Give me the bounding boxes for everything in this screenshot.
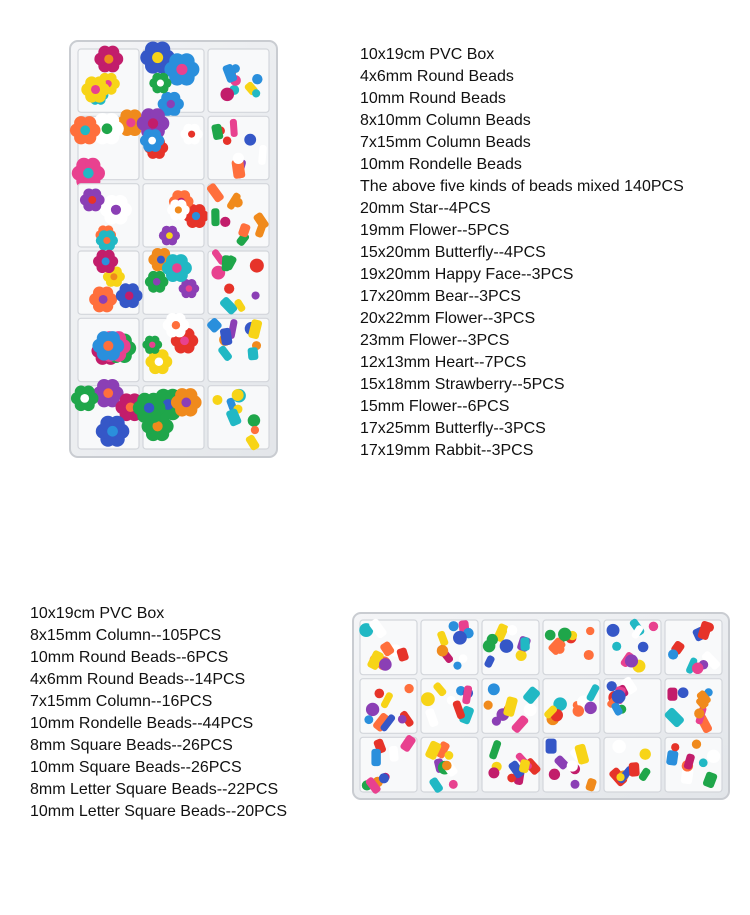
spec-item: 10mm Letter Square Beads--20PCS	[30, 803, 288, 820]
spec-item: 15x18mm Strawberry--5PCS	[360, 376, 565, 393]
spec-item: 8mm Letter Square Beads--22PCS	[30, 781, 279, 798]
kit-two-spec-list	[30, 603, 287, 823]
spec-item: 10x19cm PVC Box	[360, 46, 495, 63]
spec-item: 20mm Star--4PCS	[360, 200, 491, 217]
spec-item: 17x25mm Butterfly--3PCS	[360, 420, 546, 437]
spec-item: 10mm Rondelle Beads	[360, 156, 522, 173]
spec-item: 8x15mm Column--105PCS	[30, 627, 222, 644]
spec-item: 15mm Flower--6PCS	[360, 398, 510, 415]
spec-item: 15x20mm Butterfly--4PCS	[360, 244, 546, 261]
spec-item: 7x15mm Column--16PCS	[30, 693, 213, 710]
spec-item: 10mm Round Beads	[360, 90, 506, 107]
spec-item: 8mm Square Beads--26PCS	[30, 737, 233, 754]
spec-item: 17x19mm Rabbit--3PCS	[360, 442, 534, 459]
spec-item: 10mm Rondelle Beads--44PCS	[30, 715, 254, 732]
spec-item: 10mm Round Beads--6PCS	[30, 649, 229, 666]
spec-item: 4x6mm Round Beads	[360, 68, 514, 85]
spec-item: 10x19cm PVC Box	[30, 605, 165, 622]
spec-item: 17x20mm Bear--3PCS	[360, 288, 521, 305]
spec-item: 10mm Square Beads--26PCS	[30, 759, 242, 776]
spec-item: The above five kinds of beads mixed 140PCS	[360, 178, 684, 195]
spec-item: 4x6mm Round Beads--14PCS	[30, 671, 246, 688]
spec-item: 23mm Flower--3PCS	[360, 332, 510, 349]
spec-item: 19x20mm Happy Face--3PCS	[360, 266, 574, 283]
bead-box-photo-shapes	[69, 40, 278, 458]
bead-box-photo-columns	[352, 612, 730, 800]
spec-item: 12x13mm Heart--7PCS	[360, 354, 527, 371]
kit-one-spec-list	[360, 44, 684, 462]
spec-item: 19mm Flower--5PCS	[360, 222, 510, 239]
spec-item: 8x10mm Column Beads	[360, 112, 531, 129]
spec-item: 20x22mm Flower--3PCS	[360, 310, 536, 327]
spec-item: 7x15mm Column Beads	[360, 134, 531, 151]
